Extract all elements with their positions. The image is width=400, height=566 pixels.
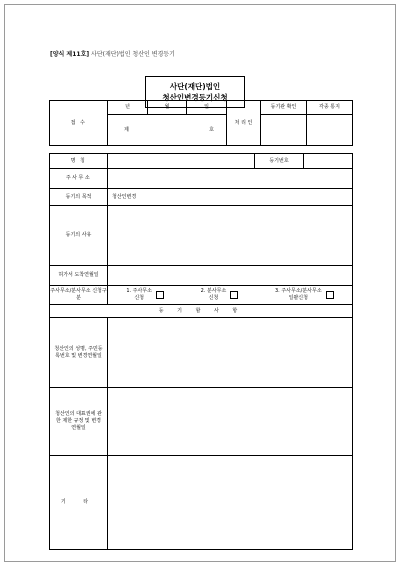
reception-table xyxy=(49,100,353,146)
form-number: [양식 제11호] xyxy=(50,51,90,58)
office-label: 주사무소 xyxy=(50,169,108,189)
form-title-line2: 청산인변경등기신청 xyxy=(162,93,228,102)
form-header xyxy=(50,49,175,58)
number-suffix-label: 호 xyxy=(209,126,214,133)
option-branch-office[interactable]: 2. 분사무소 신청 xyxy=(201,288,239,302)
reception-number-cell xyxy=(108,115,227,146)
office-field[interactable] xyxy=(108,169,353,189)
form-name: 사단(재단)법인 청산인 변경등기 xyxy=(91,51,175,58)
option-main-office-checkbox[interactable] xyxy=(156,291,164,299)
notices-field[interactable] xyxy=(307,115,353,146)
main-table xyxy=(49,153,353,550)
date-day-label: 일 xyxy=(187,101,227,115)
registrar-check-label: 등기관 확인 xyxy=(261,101,307,115)
cause-label: 등기의 사유 xyxy=(50,206,108,266)
handler-label: 처 리 인 xyxy=(227,101,261,146)
section-header: 등 기 할 사 항 xyxy=(50,305,353,318)
option-batch-office-checkbox[interactable] xyxy=(326,291,334,299)
representation-field[interactable] xyxy=(108,388,353,456)
name-field[interactable] xyxy=(108,154,255,169)
other-label: 기 타 xyxy=(50,456,108,550)
reg-number-label: 등기번호 xyxy=(255,154,304,169)
permission-date-label: 허가서 도착연월일 xyxy=(50,266,108,286)
reg-number-field[interactable] xyxy=(304,154,353,169)
permission-date-field[interactable] xyxy=(108,266,353,286)
purpose-label: 등기의 목적 xyxy=(50,189,108,206)
other-field[interactable] xyxy=(108,456,353,550)
reception-label: 접 수 xyxy=(50,101,108,146)
date-year-label: 년 xyxy=(108,101,148,115)
liquidator-label: 청산인의 성명, 주민등록번호 및 변경연월일 xyxy=(50,318,108,388)
liquidator-field[interactable] xyxy=(108,318,353,388)
jurisdiction-label: 주사무소/분사무소 신청구분 xyxy=(50,286,108,305)
option-branch-office-checkbox[interactable] xyxy=(230,291,238,299)
representation-label: 청산인의 대표권에 관한 제한 규정 및 변경연월일 xyxy=(50,388,108,456)
date-month-label: 월 xyxy=(148,101,187,115)
name-label: 명 칭 xyxy=(50,154,108,169)
option-batch-office[interactable]: 3. 주사무소/분사무소 일괄신청 xyxy=(275,288,334,302)
purpose-value: 청산인변경 xyxy=(108,189,353,206)
option-main-office[interactable]: 1. 주사무소 신청 xyxy=(126,288,164,302)
registrar-check-field[interactable] xyxy=(261,115,307,146)
notices-label: 각종 통지 xyxy=(307,101,353,115)
cause-field[interactable] xyxy=(108,206,353,266)
form-title-line1: 사단(재단)법인 xyxy=(169,82,221,91)
number-prefix-label: 제 xyxy=(124,126,129,133)
jurisdiction-options xyxy=(108,286,353,305)
